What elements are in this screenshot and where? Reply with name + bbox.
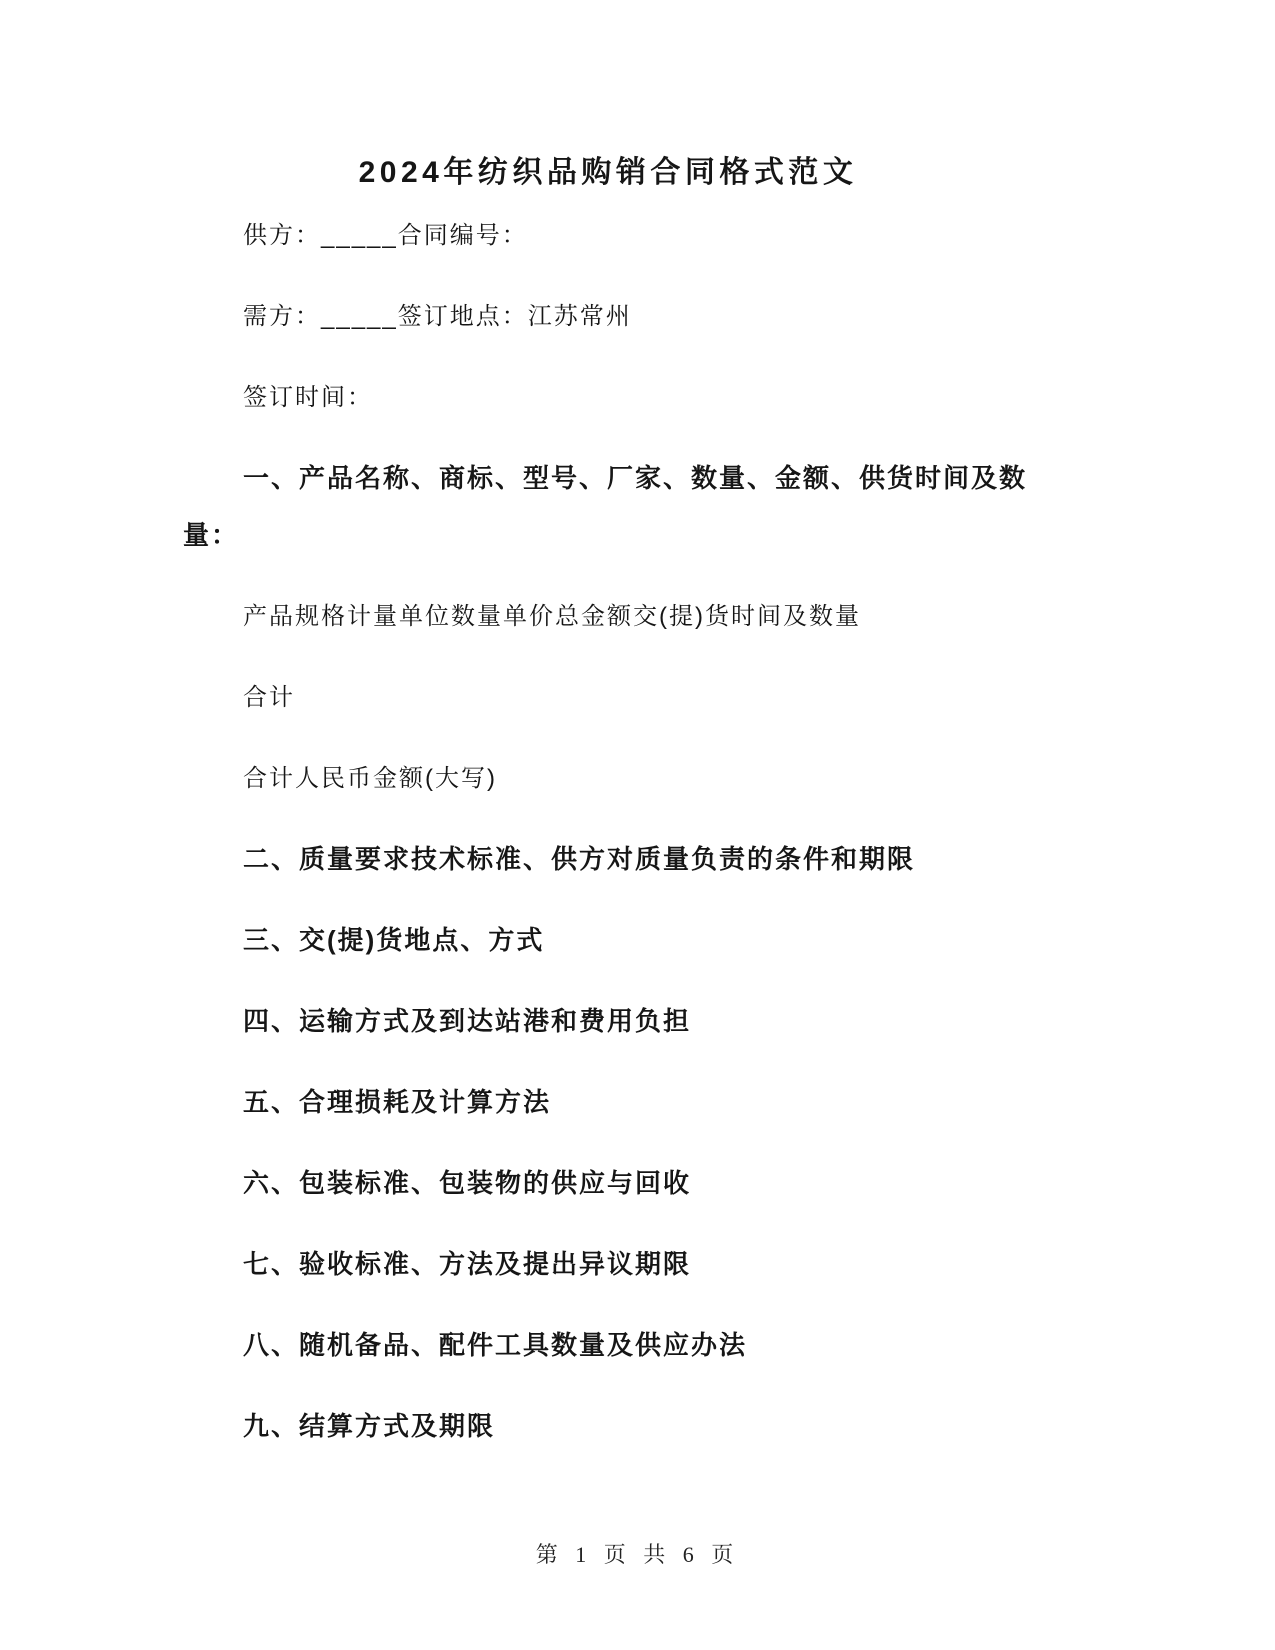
document-title: 2024年纺织品购销合同格式范文 [358, 156, 858, 189]
section-8-heading: 八、随机备品、配件工具数量及供应办法 [243, 1330, 748, 1360]
section-1-heading: 一、产品名称、商标、型号、厂家、数量、金额、供货时间及数量： [183, 463, 1028, 550]
section-4-heading: 四、运输方式及到达站港和费用负担 [243, 1006, 692, 1036]
product-spec-line: 产品规格计量单位数量单价总金额交(提)货时间及数量 [243, 603, 861, 630]
total-line: 合计 [243, 684, 295, 711]
section-7-heading: 七、验收标准、方法及提出异议期限 [243, 1249, 692, 1279]
section-9-heading: 九、结算方式及期限 [243, 1411, 496, 1441]
signing-time-line: 签订时间： [243, 384, 373, 411]
buyer-line: 需方：_____签订地点：江苏常州 [243, 303, 632, 330]
section-2-heading: 二、质量要求技术标准、供方对质量负责的条件和期限 [243, 844, 916, 874]
total-amount-words-line: 合计人民币金额(大写) [243, 765, 497, 792]
document-body [183, 145, 1033, 1479]
section-6-heading: 六、包装标准、包装物的供应与回收 [243, 1168, 692, 1198]
section-3-heading: 三、交(提)货地点、方式 [243, 925, 545, 955]
page-number-footer: 第 1 页 共 6 页 [535, 1542, 740, 1567]
section-5-heading: 五、合理损耗及计算方法 [243, 1087, 552, 1117]
supplier-line: 供方：_____合同编号： [243, 222, 528, 249]
